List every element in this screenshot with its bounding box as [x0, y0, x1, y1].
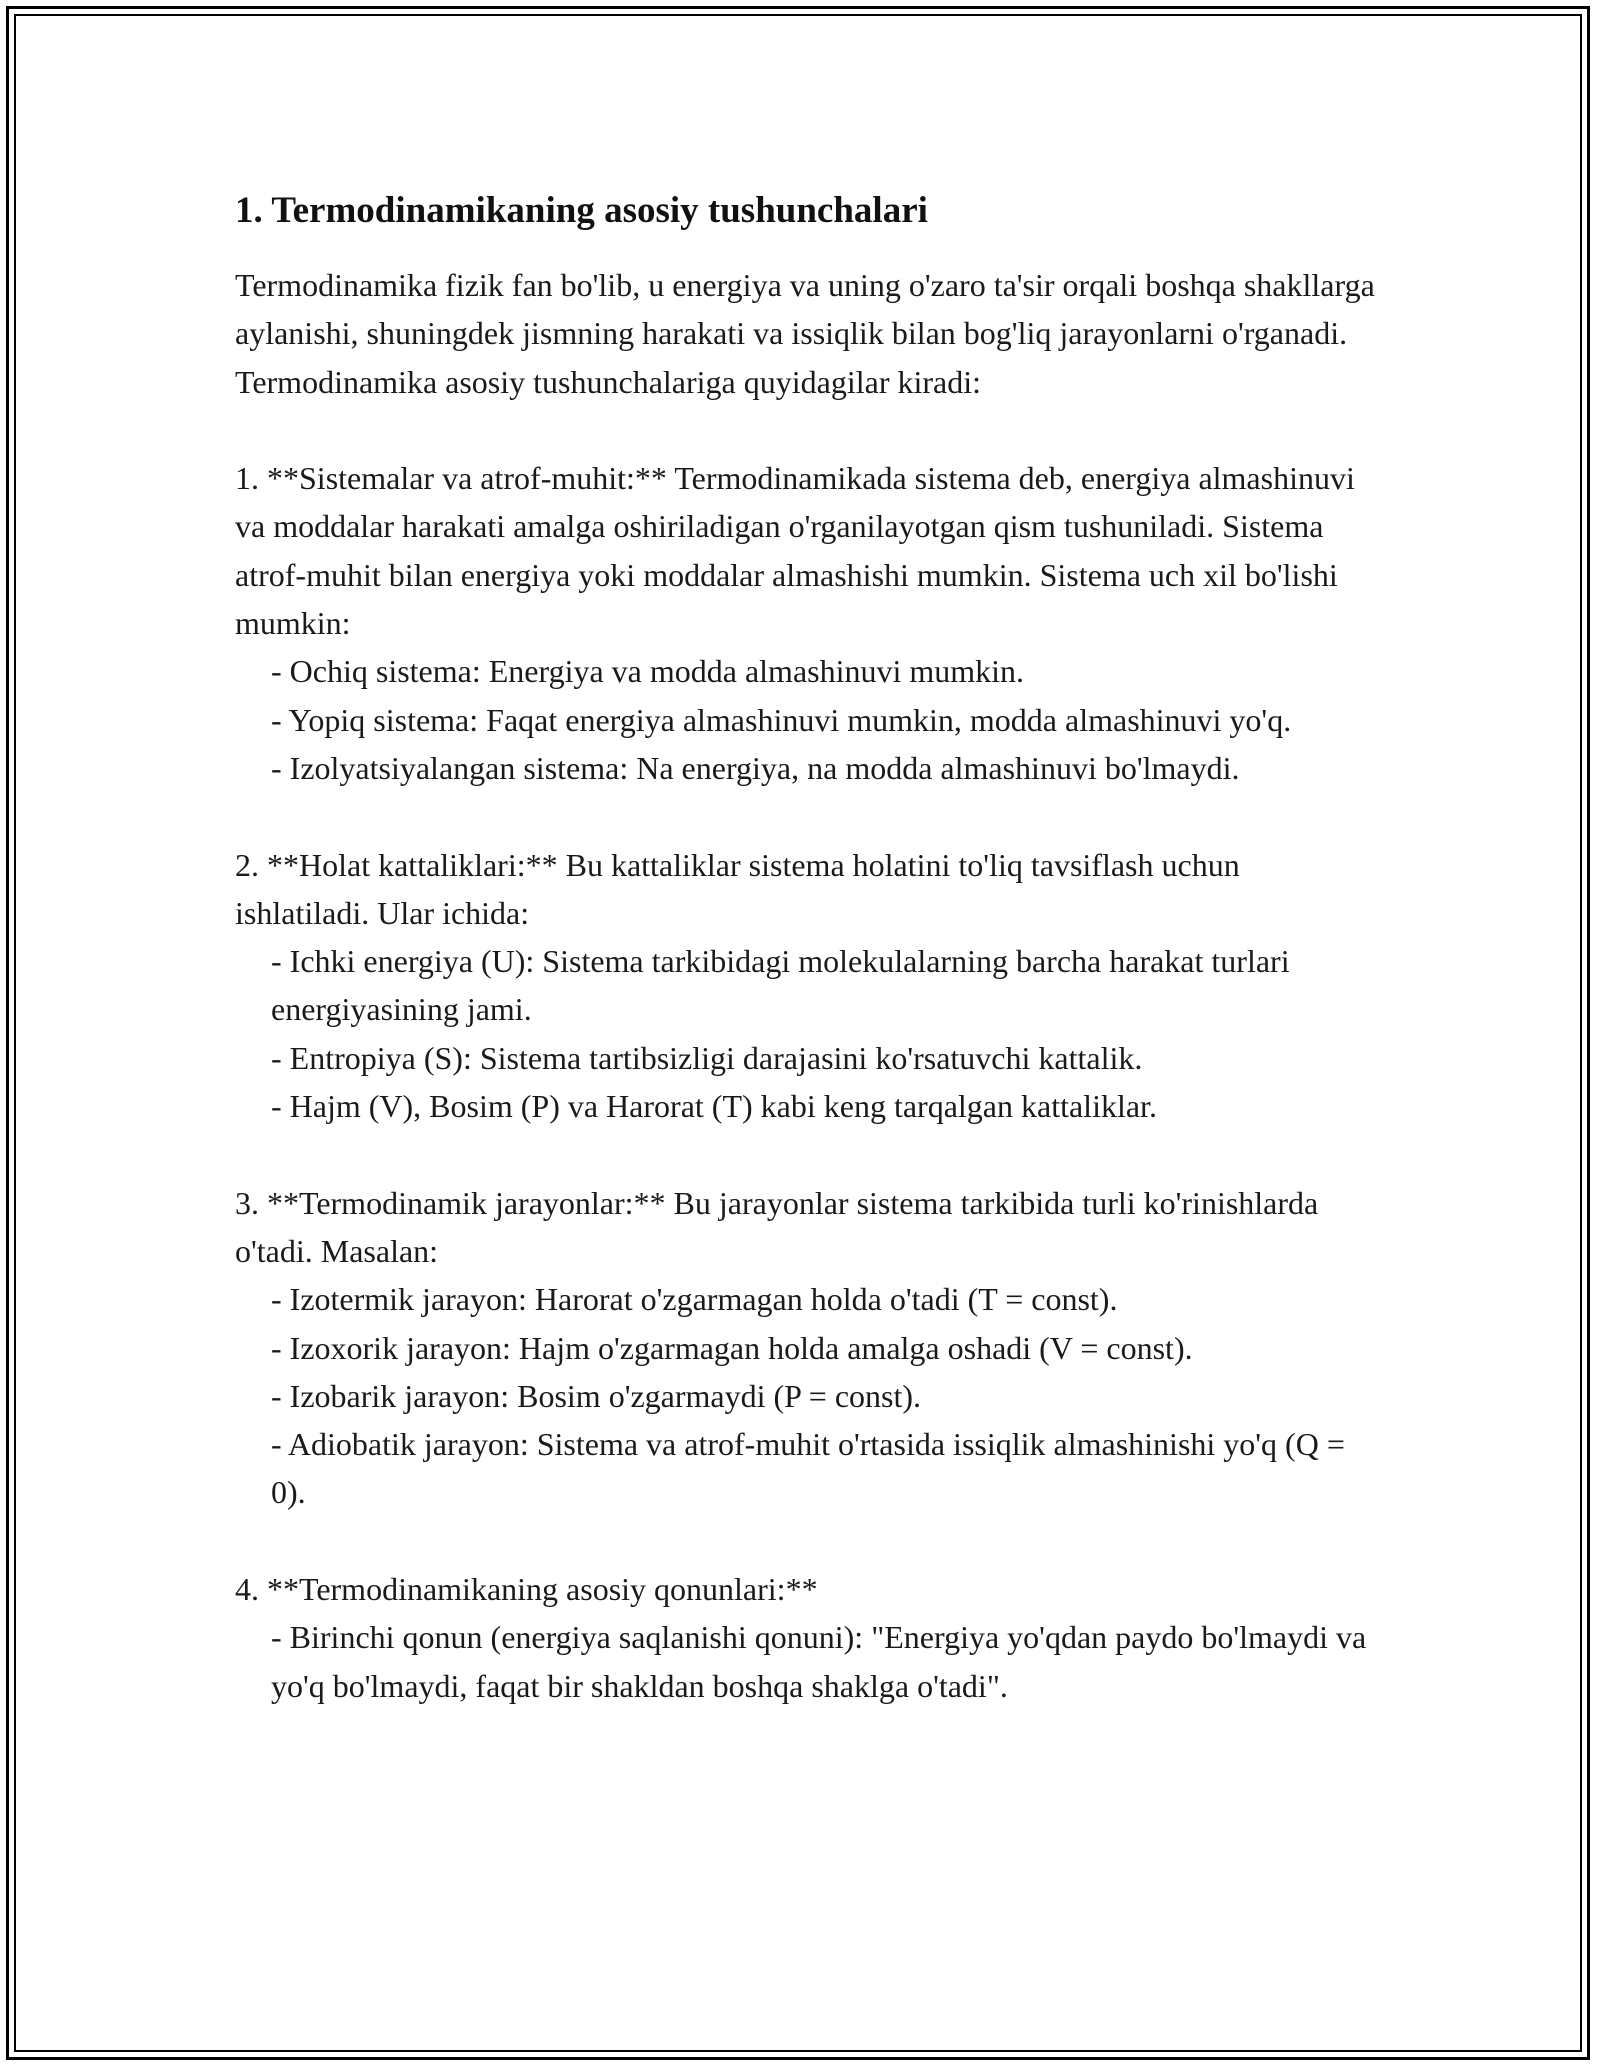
section-1-item-2: - Yopiq sistema: Faqat energiya almashinuvi mumkin, modda almashinuvi yo'q.	[271, 701, 1292, 738]
paragraph-spacer	[235, 1517, 1375, 1565]
document-title: 1. Termodinamikaning asosiy tushunchalari	[235, 190, 928, 231]
section-2-item-2: - Entropiya (S): Sistema tartibsizligi darajasini ko'rsatuvchi kattalik.	[271, 1039, 1143, 1076]
section-2-item-3: - Hajm (V), Bosim (P) va Harorat (T) kabi keng tarqalgan kattaliklar.	[271, 1088, 1157, 1125]
section-1-item-3: - Izolyatsiyalangan sistema: Na energiya, na modda almashinuvi bo'lmaydi.	[271, 749, 1240, 786]
paragraph-spacer	[235, 792, 1375, 840]
section-3-text: 3. **Termodinamik jarayonlar:** Bu jarayonlar sistema tarkibida turli ko'rinishlarda o'tadi. Masalan:	[235, 1184, 1319, 1269]
section-2-text: 2. **Holat kattaliklari:** Bu kattaliklar sistema holatini to'liq tavsiflash uchun ishlatiladi. Ular ichida:	[235, 846, 1240, 931]
section-3-item-2: - Izoxorik jarayon: Hajm o'zgarmagan holda amalga oshadi (V = const).	[271, 1329, 1193, 1366]
section-1-text: 1. **Sistemalar va atrof-muhit:** Termodinamikada sistema deb, energiya almashinuvi va moddalar harakati amalga oshiriladigan o'rganilayotgan qism tushuniladi. Sistema atrof-muhit bilan energiya yoki moddalar almashishi mumkin. Sistema uch xil bo'lishi mumkin:	[235, 460, 1355, 642]
paragraph-spacer	[235, 1130, 1375, 1178]
section-1-item-1: - Ochiq sistema: Energiya va modda almashinuvi mumkin.	[271, 653, 1025, 690]
section-4-text: 4. **Termodinamikaning asosiy qonunlari:**	[235, 1571, 818, 1608]
document-body	[235, 261, 1375, 1710]
document-page	[235, 185, 1375, 1710]
section-3-item-4: - Adiobatik jarayon: Sistema va atrof-muhit o'rtasida issiqlik almashinishi yo'q (Q = 0).	[271, 1426, 1345, 1511]
paragraph-spacer	[235, 406, 1375, 454]
section-3-item-3: - Izobarik jarayon: Bosim o'zgarmaydi (P = const).	[271, 1377, 922, 1414]
section-3-item-1: - Izotermik jarayon: Harorat o'zgarmagan holda o'tadi (T = const).	[271, 1281, 1118, 1318]
section-4-item-1: - Birinchi qonun (energiya saqlanishi qonuni): "Energiya yo'qdan paydo bo'lmaydi va yo'q bo'lmaydi, faqat bir shakldan boshqa shaklga o'tadi".	[271, 1619, 1367, 1704]
intro-paragraph: Termodinamika fizik fan bo'lib, u energiya va uning o'zaro ta'sir orqali boshqa shakllarga aylanishi, shuningdek jismning harakati va issiqlik bilan bog'liq jarayonlarni o'rganadi. Termodinamika asosiy tushunchalariga quyidagilar kiradi:	[235, 267, 1375, 400]
section-2-item-1: - Ichki energiya (U): Sistema tarkibidagi molekulalarning barcha harakat turlari energiyasining jami.	[271, 943, 1290, 1028]
